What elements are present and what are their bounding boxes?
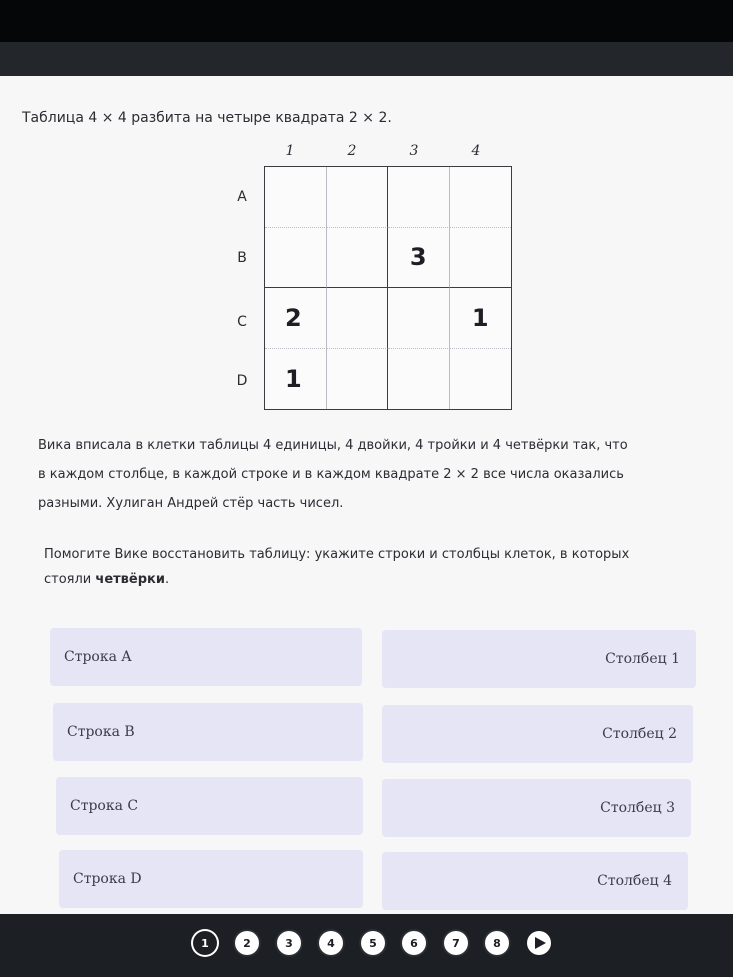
- column-label-3: 3: [409, 143, 419, 159]
- grid-cell-d2: [327, 349, 389, 410]
- grid-cell-b4: [450, 228, 512, 289]
- page-button-2[interactable]: 2: [235, 931, 259, 955]
- grid-cell-a1: [265, 167, 327, 228]
- row-label-a: A: [237, 189, 247, 205]
- monitor-bezel: [0, 0, 733, 42]
- top-bar: [0, 42, 733, 76]
- option-row-b[interactable]: Строка B: [53, 703, 363, 761]
- row-label-c: C: [237, 314, 247, 330]
- page-button-3[interactable]: 3: [277, 931, 301, 955]
- task-description-line-3: разными. Хулиган Андрей стёр часть чисел.: [38, 496, 344, 511]
- grid-cell-d1: 1: [265, 349, 327, 410]
- page-button-7[interactable]: 7: [444, 931, 468, 955]
- grid-cell-b2: [327, 228, 389, 289]
- grid-cell-a4: [450, 167, 512, 228]
- page-button-6[interactable]: 6: [402, 931, 426, 955]
- grid-cell-d3: [388, 349, 450, 410]
- task-page: [0, 76, 733, 914]
- page-button-1[interactable]: 1: [193, 931, 217, 955]
- task-description: [38, 431, 698, 518]
- row-label-b: B: [237, 250, 247, 266]
- task-question: [44, 542, 684, 592]
- question-emphasis: четвёрки: [95, 572, 165, 587]
- grid-cell-c3: [388, 288, 450, 349]
- grid-cell-c1: 2: [265, 288, 327, 349]
- grid-cell-c4: 1: [450, 288, 512, 349]
- task-description-line-2: в каждом столбце, в каждой строке и в каждом квадрате 2 × 2 все числа оказались: [38, 467, 624, 482]
- question-line-2-suffix: .: [164, 572, 170, 587]
- page-button-5[interactable]: 5: [361, 931, 385, 955]
- grid-cell-b3: 3: [388, 228, 450, 289]
- task-title: Таблица 4 × 4 разбита на четыре квадрата 2 × 2.: [22, 110, 392, 126]
- grid-cell-b1: [265, 228, 327, 289]
- option-column-1[interactable]: Столбец 1: [382, 630, 696, 688]
- column-label-1: 1: [285, 143, 295, 159]
- option-row-a[interactable]: Строка A: [50, 628, 362, 686]
- task-description-line-1: Вика вписала в клетки таблицы 4 единицы, 4 двойки, 4 тройки и 4 четвёрки так, что: [38, 438, 628, 453]
- sudoku-grid: [264, 166, 512, 410]
- grid-cell-a3: [388, 167, 450, 228]
- page-button-4[interactable]: 4: [319, 931, 343, 955]
- question-line-2-prefix: стояли: [44, 572, 96, 587]
- question-line-1: Помогите Вике восстановить таблицу: укажите строки и столбцы клеток, в которых: [44, 547, 630, 562]
- option-row-c[interactable]: Строка C: [56, 777, 363, 835]
- option-column-2[interactable]: Столбец 2: [382, 705, 693, 763]
- row-label-d: D: [236, 373, 248, 389]
- column-label-2: 2: [347, 143, 357, 159]
- option-column-4[interactable]: Столбец 4: [382, 852, 688, 910]
- grid-cell-a2: [327, 167, 389, 228]
- option-column-3[interactable]: Столбец 3: [382, 779, 691, 837]
- grid-cell-d4: [450, 349, 512, 410]
- option-row-d[interactable]: Строка D: [59, 850, 363, 908]
- column-label-4: 4: [471, 143, 481, 159]
- grid-cell-c2: [327, 288, 389, 349]
- page-button-8[interactable]: 8: [485, 931, 509, 955]
- next-arrow-icon[interactable]: [527, 931, 551, 955]
- question-line-2: [44, 567, 684, 592]
